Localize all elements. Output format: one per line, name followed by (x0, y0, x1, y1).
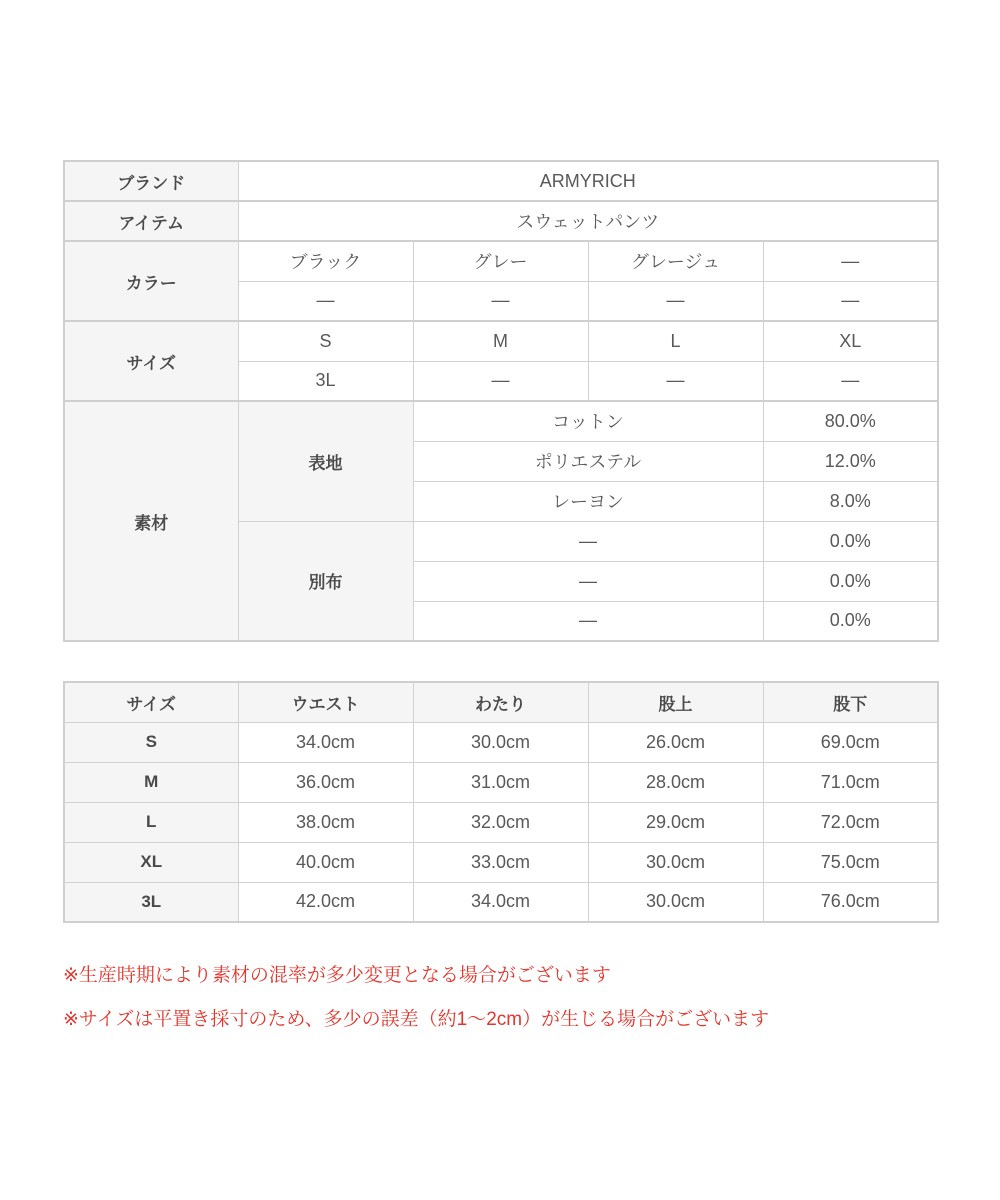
size-value: — (763, 361, 938, 401)
color-value: — (588, 281, 763, 321)
note-size-disclaimer: ※サイズは平置き採寸のため、多少の誤差（約1～2cm）が生じる場合がございます (63, 1009, 770, 1030)
inseam-value: 69.0cm (763, 722, 938, 762)
spec-row-color-1 (64, 241, 938, 281)
size-table-row-3l (64, 882, 938, 922)
material-percent: 12.0% (763, 441, 938, 481)
waist-value: 42.0cm (238, 882, 413, 922)
material-percent: 0.0% (763, 521, 938, 561)
size-table-header-row (64, 682, 938, 722)
material-percent: 0.0% (763, 601, 938, 641)
column-header-waist: ウエスト (238, 682, 413, 722)
size-value: 3L (238, 361, 413, 401)
watari-value: 31.0cm (413, 762, 588, 802)
color-value: グレージュ (588, 241, 763, 281)
spec-row-size-1 (64, 321, 938, 361)
item-label: アイテム (64, 201, 238, 241)
waist-value: 40.0cm (238, 842, 413, 882)
disclaimer-notes (63, 965, 937, 1031)
material-name: — (413, 601, 763, 641)
other-fabric-label: 別布 (238, 521, 413, 641)
size-table-row-xl (64, 842, 938, 882)
inseam-value: 72.0cm (763, 802, 938, 842)
material-percent: 80.0% (763, 401, 938, 441)
material-percent: 8.0% (763, 481, 938, 521)
color-label: カラー (64, 241, 238, 321)
color-value: ブラック (238, 241, 413, 281)
watari-value: 30.0cm (413, 722, 588, 762)
column-header-watari: わたり (413, 682, 588, 722)
rise-value: 29.0cm (588, 802, 763, 842)
material-name: ポリエステル (413, 441, 763, 481)
size-value: — (588, 361, 763, 401)
product-spec-section (63, 160, 937, 1053)
size-value: XL (763, 321, 938, 361)
watari-value: 33.0cm (413, 842, 588, 882)
size-label: サイズ (64, 321, 238, 401)
spec-row-item (64, 201, 938, 241)
size-value: S (238, 321, 413, 361)
material-name: — (413, 561, 763, 601)
inseam-value: 75.0cm (763, 842, 938, 882)
item-value: スウェットパンツ (238, 201, 938, 241)
inseam-value: 76.0cm (763, 882, 938, 922)
color-value: — (763, 281, 938, 321)
size-value: — (413, 361, 588, 401)
material-label: 素材 (64, 401, 238, 641)
product-spec-table (63, 160, 939, 642)
inseam-value: 71.0cm (763, 762, 938, 802)
waist-value: 38.0cm (238, 802, 413, 842)
outer-fabric-label: 表地 (238, 401, 413, 521)
color-value: — (413, 281, 588, 321)
rise-value: 26.0cm (588, 722, 763, 762)
watari-value: 34.0cm (413, 882, 588, 922)
rise-value: 30.0cm (588, 882, 763, 922)
material-name: レーヨン (413, 481, 763, 521)
material-percent: 0.0% (763, 561, 938, 601)
row-size-label: S (64, 722, 238, 762)
waist-value: 36.0cm (238, 762, 413, 802)
rise-value: 28.0cm (588, 762, 763, 802)
size-table-row-m (64, 762, 938, 802)
size-table-row-s (64, 722, 938, 762)
size-value: L (588, 321, 763, 361)
row-size-label: L (64, 802, 238, 842)
color-value: グレー (413, 241, 588, 281)
spec-row-brand (64, 161, 938, 201)
spec-row-material-1 (64, 401, 938, 441)
size-measurement-table (63, 681, 939, 923)
brand-value: ARMYRICH (238, 161, 938, 201)
waist-value: 34.0cm (238, 722, 413, 762)
rise-value: 30.0cm (588, 842, 763, 882)
material-name: — (413, 521, 763, 561)
material-name: コットン (413, 401, 763, 441)
column-header-rise: 股上 (588, 682, 763, 722)
row-size-label: M (64, 762, 238, 802)
color-value: — (763, 241, 938, 281)
column-header-size: サイズ (64, 682, 238, 722)
note-material-disclaimer: ※生産時期により素材の混率が多少変更となる場合がございます (63, 965, 611, 986)
brand-label: ブランド (64, 161, 238, 201)
row-size-label: 3L (64, 882, 238, 922)
color-value: — (238, 281, 413, 321)
size-value: M (413, 321, 588, 361)
size-table-row-l (64, 802, 938, 842)
row-size-label: XL (64, 842, 238, 882)
column-header-inseam: 股下 (763, 682, 938, 722)
watari-value: 32.0cm (413, 802, 588, 842)
